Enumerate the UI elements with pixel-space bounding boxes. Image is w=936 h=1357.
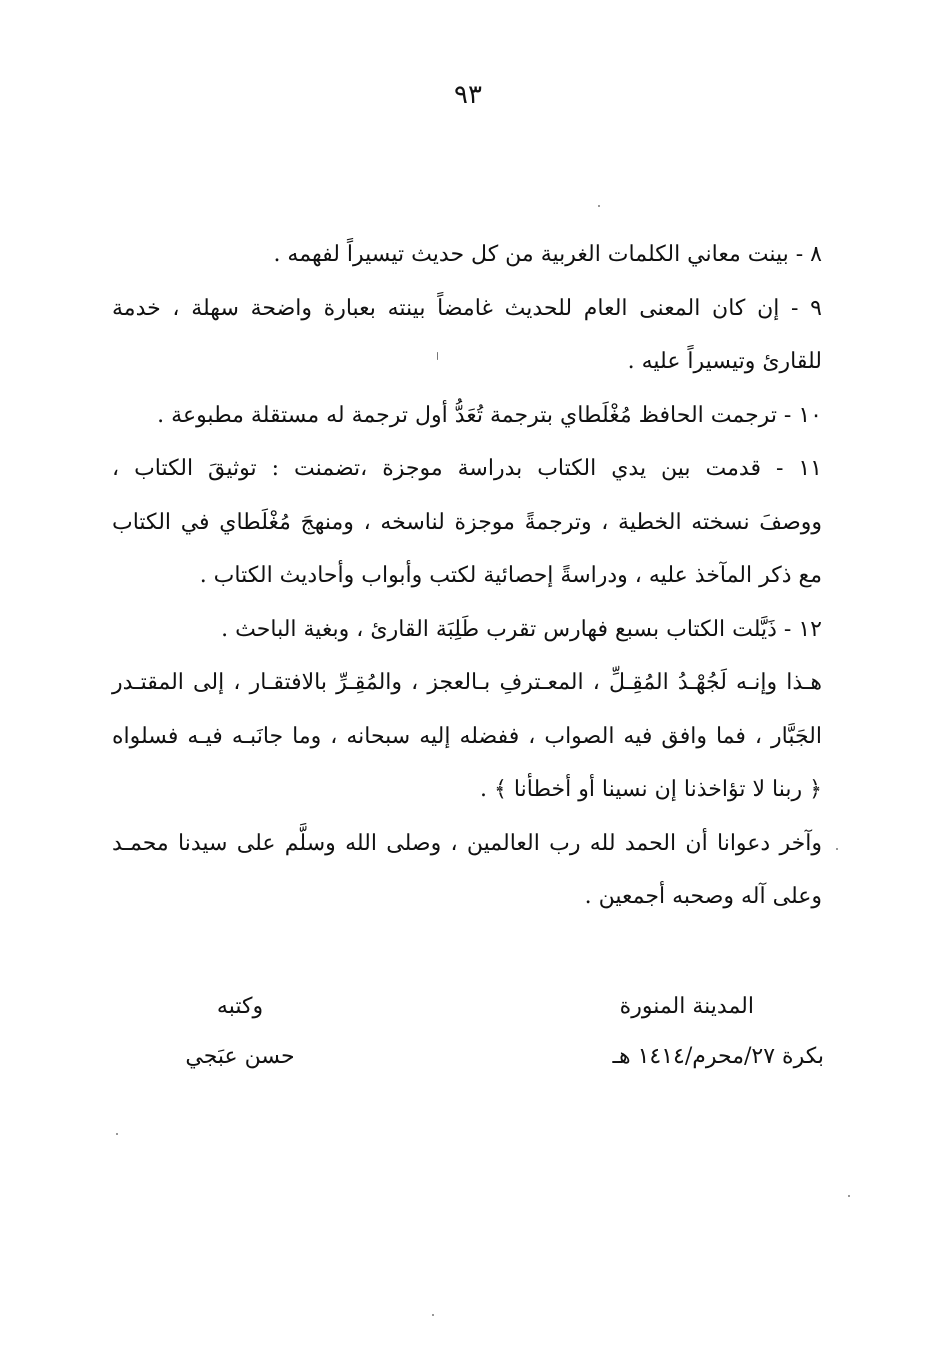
- scan-speck: [432, 1314, 434, 1316]
- list-item: [112, 282, 822, 389]
- text-line: ٩ - إن كان المعنى العام للحديث غامضاً بينته بعبارة واضحة سهلة ، خدمة: [112, 295, 822, 321]
- place-and-date: [544, 982, 824, 1082]
- text-line: هـذا وإنـه لَجُهْـدُ المُقِـلِّ ، المعـترفِ بـالعجز ، والمُقِـرِّ بالافتقـار ، إلى المقتـدر: [112, 670, 822, 695]
- text-line: ٨ - بينت معاني الكلمات الغربية من كل حديث تيسيراً لفهمه .: [273, 242, 822, 267]
- list-item: [112, 389, 822, 443]
- scan-speck: [848, 1195, 850, 1197]
- scan-speck: [836, 848, 838, 850]
- scan-speck: [437, 352, 438, 360]
- page-number: ٩٣: [454, 80, 482, 110]
- quran-quote-line: ﴿ ربنا لا تؤاخذنا إن نسينا أو أخطأنا ﴾ .: [480, 777, 822, 802]
- main-text: [112, 228, 822, 924]
- scan-speck: [598, 205, 600, 207]
- date-line: بكرة ٢٧/محرم/١٤١٤ هـ: [612, 1044, 824, 1069]
- text-line: ١١ - قدمت بين يدي الكتاب بدراسة موجزة ،تضمنت : توثيقَ الكتاب ،: [112, 456, 822, 481]
- text-line: ١٠ - ترجمت الحافظ مُغْلَطاي بترجمة تُعَدُّ أول ترجمة له مستقلة مطبوعة .: [157, 402, 822, 428]
- text-line: مع ذكر المآخذ عليه ، ودراسةً إحصائية لكتب وأبواب وأحاديث الكتاب .: [199, 563, 822, 588]
- text-line: ووصفَ نسخته الخطية ، وترجمةً موجزة لناسخه ، ومنهجَ مُغْلَطاي في الكتاب: [112, 509, 822, 535]
- list-item: [112, 228, 822, 282]
- text-line: الجَبَّار ، فما وافق فيه الصواب ، ففضله إليه سبحانه ، وما جانَبـه فيـه فسلواه: [112, 723, 822, 749]
- scan-speck: [116, 1133, 118, 1135]
- text-line: للقارئ وتيسيراً عليه .: [627, 349, 822, 374]
- closing-paragraph: [112, 817, 822, 924]
- author-signature: [150, 982, 330, 1082]
- closing-paragraph: [112, 656, 822, 817]
- wrote-label: وكتبه: [216, 994, 264, 1019]
- list-item: [112, 603, 822, 657]
- text-line: وآخر دعوانا أن الحمد لله رب العالمين ، وصلى الله وسلَّم على سيدنا محمـد: [112, 830, 822, 856]
- list-item: [112, 442, 822, 603]
- text-line: ١٢ - ذَيَّلت الكتاب بسبع فهارس تقرب طَلِبَة القارئ ، وبغية الباحث .: [221, 616, 822, 642]
- author-name: حسن عبَجي: [185, 1044, 295, 1069]
- place-name: المدينة المنورة: [619, 994, 754, 1019]
- text-line: وعلى آله وصحبه أجمعين .: [584, 884, 822, 909]
